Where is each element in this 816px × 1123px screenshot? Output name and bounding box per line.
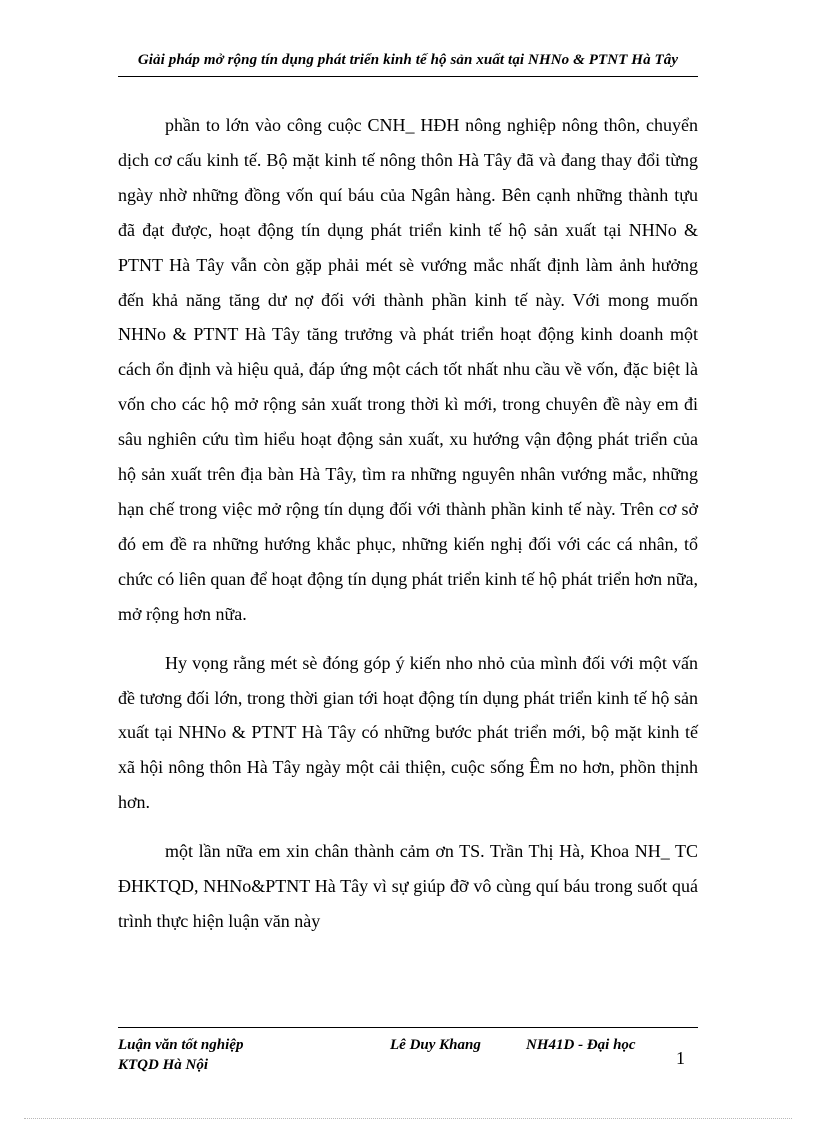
footer-university-label: KTQD Hà Nội — [118, 1057, 208, 1073]
paragraph-1: phần to lớn vào công cuộc CNH_ HĐH nông nghiệp nông thôn, chuyển dịch cơ cấu kinh tế. Bộ mặt kinh tế nông thôn Hà Tây đã và đang thay đổi từng ngày nhờ những đồng vốn quí báu của Ngân hàng. Bên cạnh những thành tựu đã đạt được, hoạt động tín dụng phát triển kinh tế hộ sản xuất tại NHNo & PTNT Hà Tây vẫn còn gặp phải mét sè vướng mắc nhất định làm ảnh hưởng đến khả năng tăng dư nợ đối với thành phần kinh tế này. Với mong muốn NHNo & PTNT Hà Tây tăng trưởng và phát triển hoạt động kinh doanh một cách ổn định và hiệu quả, đáp ứng một cách tốt nhất nhu cầu về vốn, đặc biệt là vốn cho các hộ mở rộng sản xuất trong thời kì mới, trong chuyên đề này em đi sâu nghiên cứu tìm hiểu hoạt động sản xuất, xu hướng vận động phát triển của hộ sản xuất trên địa bàn Hà Tây, tìm ra những nguyên nhân vướng mắc, những hạn chế trong việc mở rộng tín dụng đối với thành phần kinh tế này. Trên cơ sở đó em đề ra những hướng khắc phục, những kiến nghị đối với các cá nhân, tổ chức có liên quan để hoạt động tín dụng phát triển kinh tế hộ phát triển hơn nữa, mở rộng hơn nữa. — [118, 115, 698, 624]
footer-divider — [118, 1027, 698, 1028]
page-bottom-boundary — [24, 1118, 792, 1119]
paragraph-3: một lần nữa em xin chân thành cảm ơn TS. Trần Thị Hà, Khoa NH_ TC ĐHKTQD, NHNo&PTNT Hà Tây vì sự giúp đỡ vô cùng quí báu trong suốt quá trình thực hiện luận văn này — [118, 841, 698, 931]
paragraph-2: Hy vọng rằng mét sè đóng góp ý kiến nho nhỏ của mình đối với một vấn đề tương đối lớn, trong thời gian tới hoạt động tín dụng phát triển kinh tế hộ sản xuất tại NHNo & PTNT Hà Tây có những bước phát triển mới, bộ mặt kinh tế xã hội nông thôn Hà Tây ngày một cải thiện, cuộc sống Êm no hơn, phồn thịnh hơn. — [118, 652, 698, 813]
header-divider — [118, 76, 698, 77]
footer-author: Lê Duy Khang — [390, 1037, 481, 1053]
footer-class: NH41D - Đại học — [526, 1037, 636, 1053]
footer-left-block — [118, 1035, 243, 1075]
page-number: 1 — [676, 1048, 685, 1068]
page-header-title: Giải pháp mở rộng tín dụng phát triển kinh tế hộ sản xuất tại NHNo & PTNT Hà Tây — [137, 52, 679, 68]
footer-thesis-label: Luận văn tốt nghiệp — [118, 1037, 244, 1053]
body-text — [118, 108, 698, 953]
